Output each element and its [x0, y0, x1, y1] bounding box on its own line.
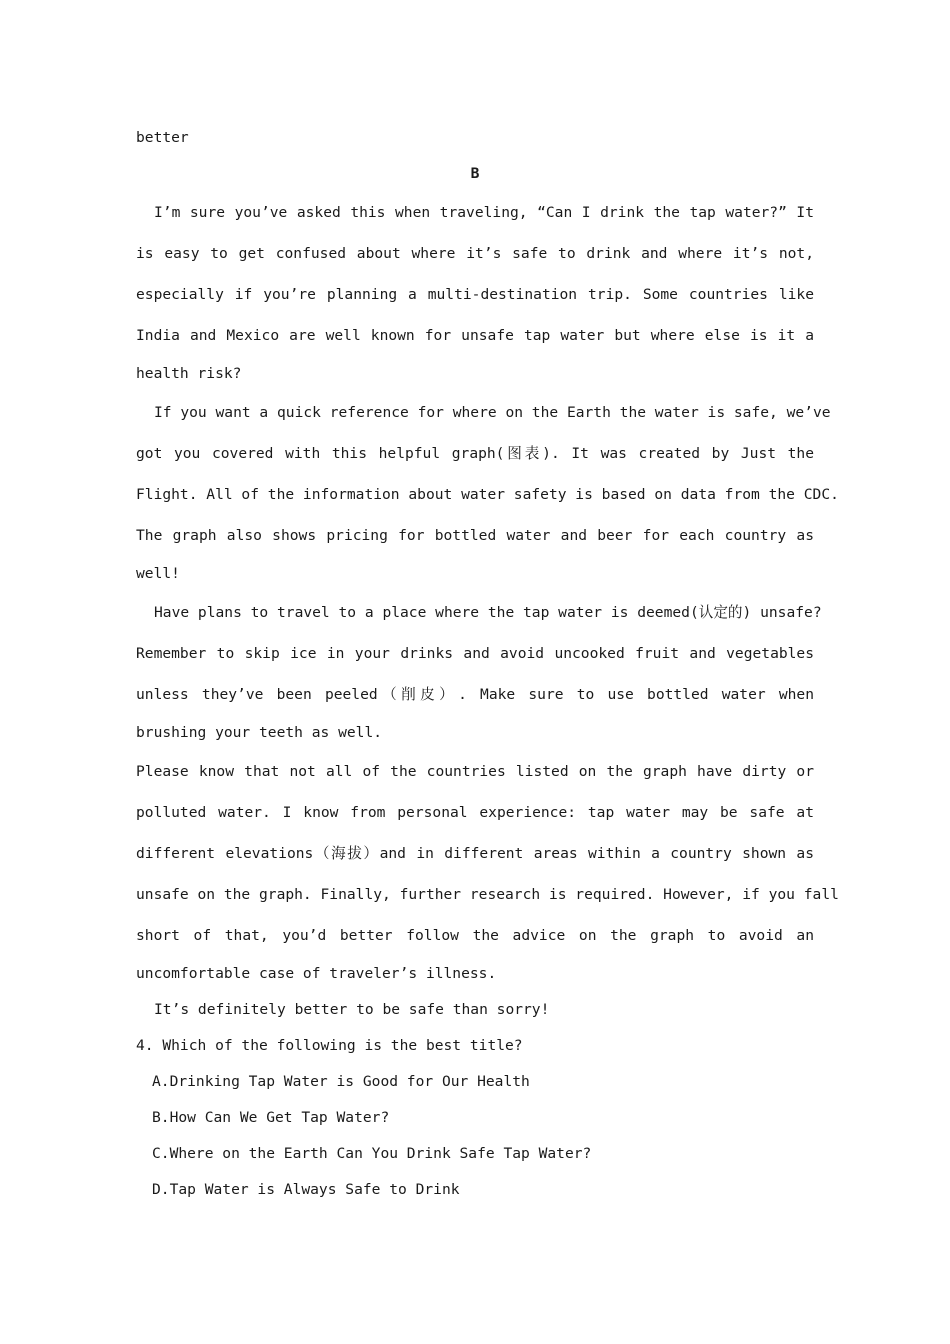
paragraph-line: short of that, you’d better follow the advice on the graph to avoid an: [136, 927, 814, 944]
paragraph-line: especially if you’re planning a multi-destination trip. Some countries like: [136, 286, 814, 303]
answer-option-b: B.How Can We Get Tap Water?: [152, 1109, 390, 1126]
paragraph-line: uncomfortable case of traveler’s illness.: [136, 965, 497, 982]
paragraph-line: I’m sure you’ve asked this when traveling, “Can I drink the tap water?” It: [154, 204, 814, 221]
section-heading: B: [470, 165, 480, 182]
paragraph-line: brushing your teeth as well.: [136, 724, 383, 741]
paragraph-line: If you want a quick reference for where on the Earth the water is safe, we’ve: [154, 404, 831, 421]
paragraph-line: The graph also shows pricing for bottled water and beer for each country as: [136, 527, 814, 544]
paragraph-line: well!: [136, 565, 180, 582]
paragraph: [136, 992, 814, 1028]
paragraph-line: It’s definitely better to be safe than sorry!: [154, 1001, 550, 1018]
document-page: [136, 120, 839, 1208]
paragraph-line: got you covered with this helpful graph(图表). It was created by Just the: [136, 445, 814, 462]
paragraph-line: unless they’ve been peeled（削皮）. Make sure to use bottled water when: [136, 686, 814, 703]
answer-option-a: A.Drinking Tap Water is Good for Our Health: [152, 1073, 530, 1090]
paragraph-line: Flight. All of the information about water safety is based on data from the CDC.: [136, 486, 839, 503]
paragraph-line: Please know that not all of the countries listed on the graph have dirty or: [136, 763, 814, 780]
answer-option-d: D.Tap Water is Always Safe to Drink: [152, 1181, 460, 1198]
paragraph-line: Remember to skip ice in your drinks and avoid uncooked fruit and vegetables: [136, 645, 814, 662]
question-stem: 4. Which of the following is the best title?: [136, 1037, 523, 1054]
question-block: [136, 1028, 814, 1208]
paragraph-line: unsafe on the graph. Finally, further research is required. However, if you fall: [136, 886, 839, 903]
paragraph-line: Have plans to travel to a place where the tap water is deemed(认定的) unsafe?: [154, 604, 822, 621]
paragraph-line: health risk?: [136, 365, 242, 382]
paragraph-line: polluted water. I know from personal experience: tap water may be safe at: [136, 804, 814, 821]
paragraph: [136, 751, 839, 992]
paragraph: [136, 392, 839, 592]
paragraph: [136, 592, 822, 751]
paragraph-line: India and Mexico are well known for unsafe tap water but where else is it a: [136, 327, 814, 344]
carry-over-text: better: [136, 129, 189, 146]
paragraph-line: is easy to get confused about where it’s safe to drink and where it’s not,: [136, 245, 814, 262]
paragraph-line: different elevations（海拔）and in different areas within a country shown as: [136, 845, 814, 862]
paragraph: [136, 192, 814, 392]
answer-option-c: C.Where on the Earth Can You Drink Safe Tap Water?: [152, 1145, 592, 1162]
